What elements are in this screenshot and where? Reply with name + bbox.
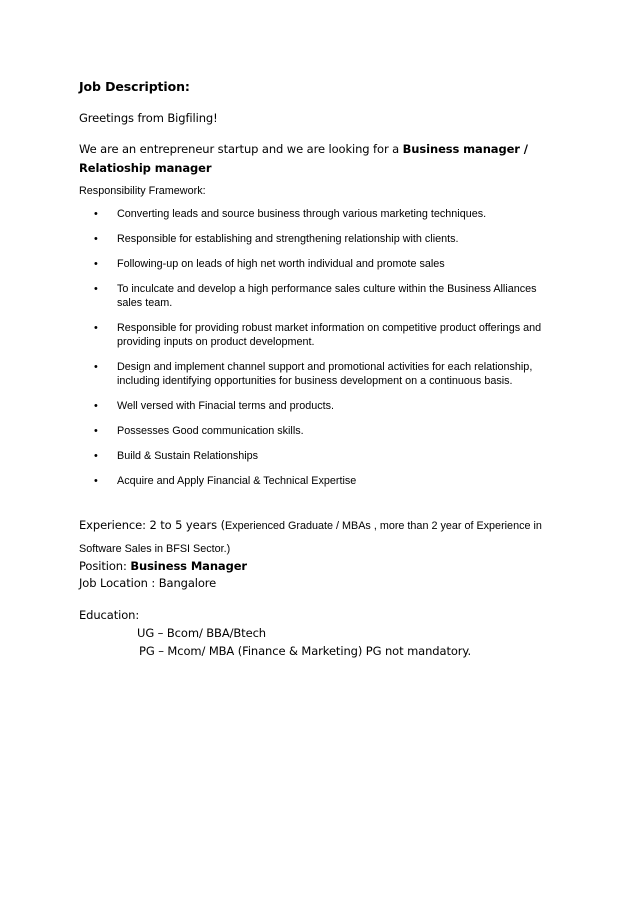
bullet-icon: • [94, 475, 98, 487]
position-line [79, 558, 247, 575]
list-item-text: Possesses Good communication skills. [117, 425, 304, 437]
responsibility-list [79, 207, 559, 499]
list-item [79, 474, 559, 488]
education-label: Education: [79, 608, 140, 622]
bullet-icon: • [94, 258, 98, 270]
list-item [79, 424, 559, 438]
list-item [79, 257, 559, 271]
list-item-text: To inculcate and develop a high performance sales culture within the Business Alliances sales team. [117, 283, 537, 309]
bullet-icon: • [94, 400, 98, 412]
bullet-icon: • [94, 425, 98, 437]
list-item-text: Design and implement channel support and promotional activities for each relationship, including identifying opportunities for business development on a continuous basis. [117, 361, 533, 387]
education-block [79, 606, 471, 660]
list-item [79, 449, 559, 463]
list-item [79, 282, 559, 310]
list-item [79, 207, 559, 221]
list-item [79, 360, 559, 388]
list-item [79, 232, 559, 246]
experience-paragraph [79, 514, 549, 560]
greeting-text: Greetings from Bigfiling! [79, 111, 218, 125]
intro-paragraph [79, 140, 559, 178]
list-item-text: Following-up on leads of high net worth individual and promote sales [117, 258, 445, 270]
list-item [79, 321, 559, 349]
education-ug: UG – Bcom/ BBA/Btech [137, 626, 266, 640]
list-item-text: Responsible for providing robust market information on competitive product offerings and providing inputs on product development. [117, 322, 542, 348]
position-block [79, 558, 247, 592]
bullet-icon: • [94, 208, 98, 220]
list-item-text: Well versed with Finacial terms and products. [117, 400, 335, 412]
experience-detail: Experienced Graduate / MBAs , more than 2 year of Experience in Software Sales in BFSI Sector.) [79, 520, 542, 555]
bullet-icon: • [94, 283, 98, 295]
list-item [79, 399, 559, 413]
job-location: Job Location : Bangalore [79, 576, 217, 590]
education-pg: PG – Mcom/ MBA (Finance & Marketing) PG not mandatory. [139, 644, 472, 658]
bullet-icon: • [94, 233, 98, 245]
position-label: Position: [79, 559, 131, 573]
experience-label: Experience: 2 to 5 years ( [79, 518, 225, 532]
list-item-text: Converting leads and source business through various marketing techniques. [117, 208, 487, 220]
list-item-text: Build & Sustain Relationships [117, 450, 259, 462]
bullet-icon: • [94, 322, 98, 334]
intro-role: Business manager / Relatioship manager [79, 142, 528, 175]
page-title: Job Description: [79, 79, 190, 94]
list-item-text: Responsible for establishing and strengthening relationship with clients. [117, 233, 459, 245]
position-value: Business Manager [130, 559, 247, 573]
list-item-text: Acquire and Apply Financial & Technical Expertise [117, 475, 357, 487]
intro-text: We are an entrepreneur startup and we are looking for a [79, 142, 403, 156]
bullet-icon: • [94, 361, 98, 373]
bullet-icon: • [94, 450, 98, 462]
framework-label: Responsibility Framework: [79, 185, 206, 197]
